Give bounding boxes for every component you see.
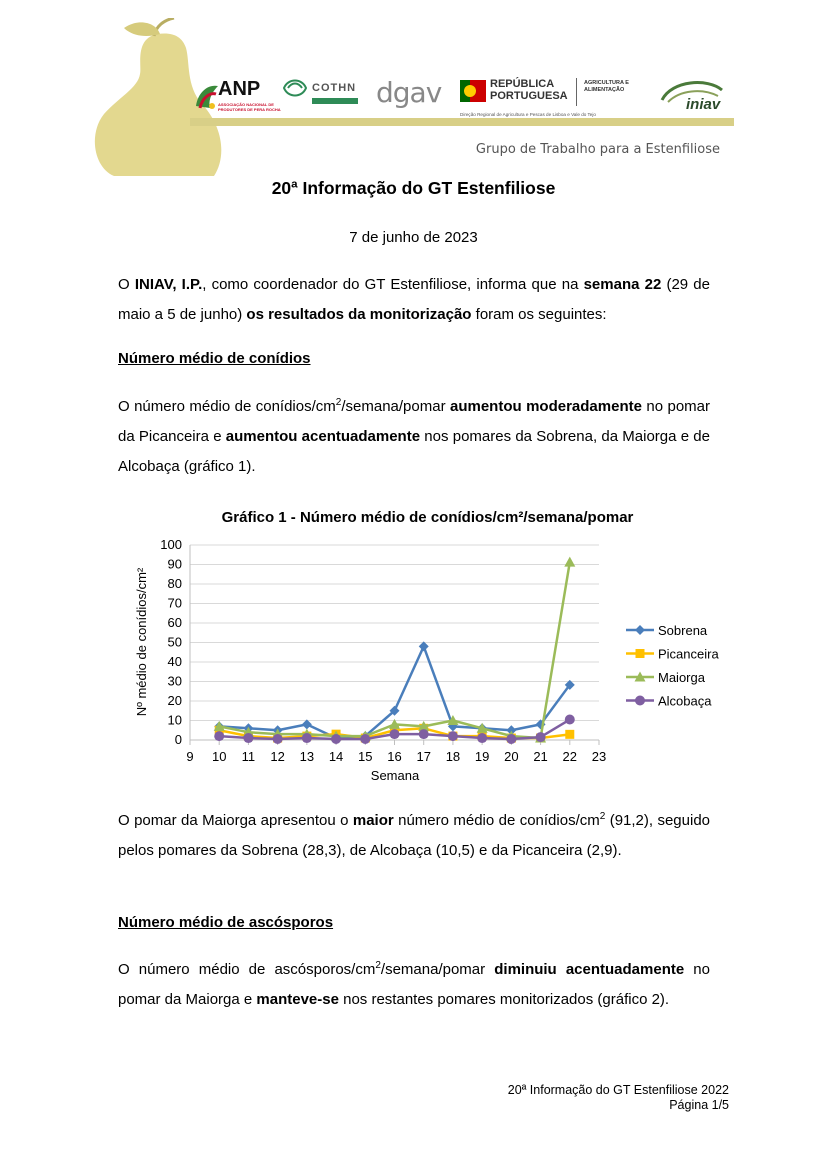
intro-bold: os resultados da monitorização <box>246 306 472 323</box>
p3-bold: manteve-se <box>256 991 339 1008</box>
p1-bold: aumentou moderadamente <box>449 398 642 415</box>
data-point-alcobaa <box>360 734 370 744</box>
republica-line1: REPÚBLICA <box>490 78 555 90</box>
conidia-chart <box>118 530 738 797</box>
y-tick-label: 70 <box>167 595 182 611</box>
y-tick-label: 90 <box>167 556 182 572</box>
p3-text: O número médio de ascósporos/cm <box>118 961 376 978</box>
p3-text: nos restantes pomares monitorizados (gráfico 2). <box>338 991 670 1008</box>
y-tick-label: 100 <box>160 537 182 552</box>
data-point-maiorga <box>564 557 575 567</box>
y-tick-label: 30 <box>167 673 182 689</box>
data-point-alcobaa <box>390 729 400 739</box>
y-tick-label: 40 <box>167 654 182 669</box>
iniav-logo-text: iniav <box>686 96 721 113</box>
data-point-alcobaa <box>331 734 341 744</box>
y-tick-label: 0 <box>174 732 182 747</box>
x-tick-label: 23 <box>591 749 607 764</box>
partner-logos <box>190 76 730 136</box>
data-point-alcobaa <box>214 731 224 741</box>
document-header <box>94 18 734 176</box>
data-point-alcobaa <box>477 733 487 743</box>
data-point-alcobaa <box>243 733 253 743</box>
data-point-alcobaa <box>565 715 575 725</box>
chart-y-axis-label: Nº médio de conídios/cm² <box>134 567 149 717</box>
p3-bold: diminuiu acentuadamente <box>494 961 685 978</box>
chart-x-axis-label: Semana <box>370 768 420 783</box>
legend-label-picanceira: Picanceira <box>658 646 719 662</box>
page-title: 20ª Informação do GT Estenfiliose <box>271 178 556 198</box>
legend-label-alcobaa: Alcobaça <box>658 693 712 709</box>
cothn-logo-bar <box>312 98 358 104</box>
document-date: 7 de junho de 2023 <box>349 229 478 246</box>
y-tick-label: 50 <box>167 634 182 650</box>
p3-superscript: 2 <box>375 960 381 971</box>
x-tick-label: 16 <box>387 749 402 764</box>
working-group-caption: Grupo de Trabalho para a Estenfiliose <box>475 142 720 157</box>
iniav-logo <box>658 76 728 121</box>
p1-text: no pomar da Picanceira e <box>118 398 710 445</box>
p1-bold: aumentou acentuadamente <box>225 428 421 445</box>
chart-title: Gráfico 1 - Número médio de conídios/cm²/semana/pomar <box>221 509 634 526</box>
x-tick-label: 22 <box>562 749 578 764</box>
anp-logo <box>192 76 282 121</box>
agricultura-text: AGRICULTURA E ALIMENTAÇÃO <box>584 80 629 93</box>
data-point-picanceira <box>565 730 574 739</box>
y-tick-label: 20 <box>167 693 182 708</box>
legend-label-maiorga: Maiorga <box>658 670 705 685</box>
cothn-mark-icon <box>282 76 308 100</box>
data-point-alcobaa <box>506 734 516 744</box>
x-tick-label: 21 <box>533 749 548 764</box>
section-heading-ascospores: Número médio de ascósporos <box>118 914 334 931</box>
p2-bold: maior <box>352 812 394 829</box>
data-point-alcobaa <box>536 732 546 742</box>
x-tick-label: 15 <box>358 749 373 764</box>
page-footer <box>508 1083 729 1113</box>
x-tick-label: 14 <box>328 749 344 764</box>
cothn-logo-text: COTHN <box>312 82 357 94</box>
legend-label-sobrena: Sobrena <box>658 623 708 638</box>
chart-legend <box>626 623 719 709</box>
x-tick-label: 18 <box>445 749 461 764</box>
x-tick-label: 11 <box>241 749 256 764</box>
ascospore-trend-paragraph <box>118 955 710 1015</box>
y-tick-label: 60 <box>167 615 182 630</box>
legend-marker-alcobaa <box>635 696 645 706</box>
conidia-chart-svg <box>118 530 738 792</box>
intro-text: foram os seguintes: <box>471 306 607 323</box>
dgav-logo-text: dgav <box>376 76 442 109</box>
dgav-logo <box>376 76 441 109</box>
x-tick-label: 9 <box>186 749 194 764</box>
legend-marker-picanceira <box>636 649 645 658</box>
republica-line2: PORTUGUESA <box>490 90 568 102</box>
drap-text: Direção Regional de Agricultura e Pescas de Lisboa e Vale do Tejo <box>460 112 596 117</box>
p1-superscript: 2 <box>335 397 342 408</box>
intro-text: O <box>118 276 135 293</box>
data-point-alcobaa <box>419 729 429 739</box>
y-tick-label: 10 <box>167 712 182 728</box>
p1-text: nos pomares da Sobrena, da Maiorga e de Alcobaça (gráfico 1). <box>118 428 710 475</box>
chart-series <box>214 557 576 744</box>
y-tick-label: 80 <box>167 576 182 591</box>
x-tick-label: 10 <box>211 749 227 764</box>
x-tick-label: 20 <box>504 749 519 764</box>
conidia-trend-paragraph <box>118 392 710 482</box>
x-tick-label: 13 <box>299 749 315 764</box>
p2-text: (91,2), seguido pelos pomares da Sobrena (28,3), de Alcobaça (10,5) e da Picanceira (2,9). <box>118 812 711 859</box>
legend-marker-sobrena <box>635 625 645 635</box>
anp-logo-subtext: ASSOCIAÇÃO NACIONAL DE PRODUTORES DE PERA ROCHA <box>218 102 281 112</box>
intro-bold: INIAV, I.P. <box>134 276 203 293</box>
p2-text: O pomar da Maiorga apresentou o <box>118 812 353 829</box>
data-point-alcobaa <box>302 733 312 743</box>
p3-text: no pomar da Maiorga e <box>118 961 710 1008</box>
x-tick-label: 12 <box>270 749 285 764</box>
intro-text: , como coordenador do GT Estenfiliose, informa que na <box>202 276 584 293</box>
x-tick-label: 19 <box>474 749 490 764</box>
intro-text: (29 de maio a 5 de junho) <box>118 276 710 323</box>
anp-logo-text: ANP <box>218 78 261 100</box>
footer-document-name: 20ª Informação do GT Estenfiliose 2022 <box>507 1083 729 1097</box>
p3-text: /semana/pomar <box>380 961 495 978</box>
data-point-alcobaa <box>273 734 283 744</box>
data-point-alcobaa <box>448 731 458 741</box>
section-heading-conidia: Número médio de conídios <box>118 350 311 367</box>
p1-text: /semana/pomar <box>341 398 450 415</box>
footer-page-number: Página 1/5 <box>669 1098 729 1112</box>
cothn-logo <box>282 76 357 105</box>
intro-bold: semana 22 <box>583 276 662 293</box>
p1-text: O número médio de conídios/cm <box>118 398 336 415</box>
conidia-ranking-paragraph <box>118 806 710 866</box>
republica-divider <box>576 78 577 106</box>
x-tick-label: 17 <box>416 749 431 764</box>
p2-text: número médio de conídios/cm <box>393 812 600 829</box>
republica-portuguesa-logo <box>460 76 629 117</box>
p2-superscript: 2 <box>599 811 606 822</box>
portugal-shield-icon <box>460 76 486 106</box>
intro-paragraph <box>118 270 710 330</box>
